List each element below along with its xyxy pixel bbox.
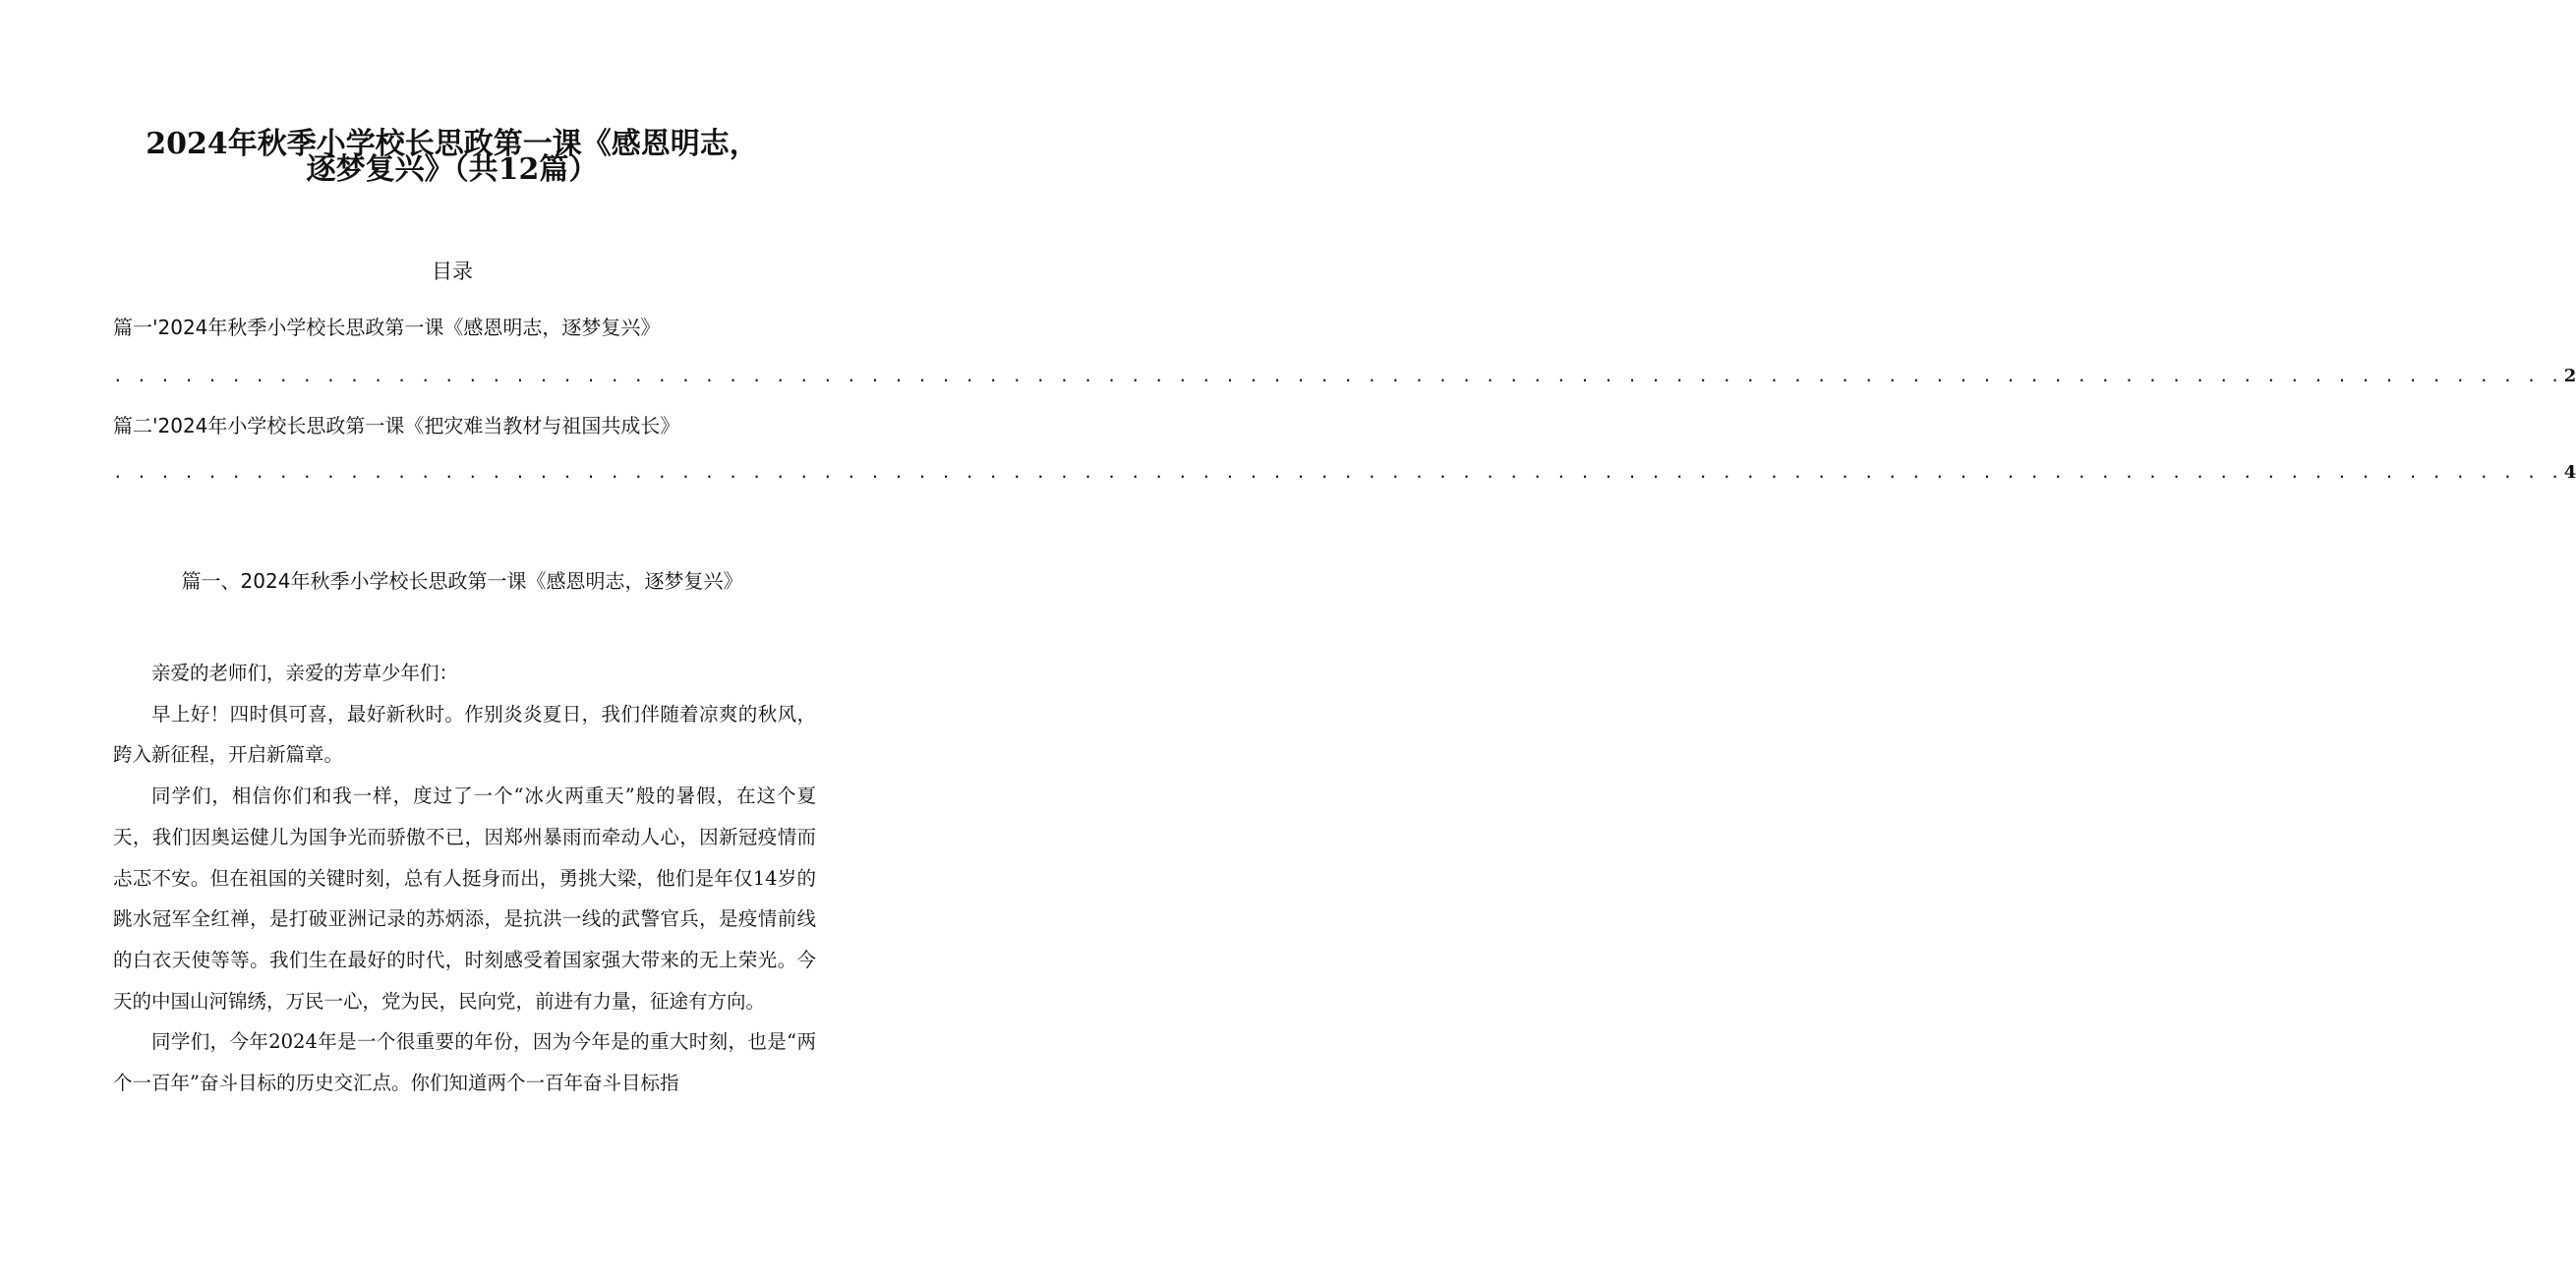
paragraph: 早上好！四时俱可喜，最好新秋时。作别炎炎夏日，我们伴随着凉爽的秋风，跨入新征程，开启新篇章。 [113, 702, 816, 767]
toc-heading: 目录 [432, 260, 473, 283]
toc-dot-leader: . . . . . . . . . . . . . . . . . . . . . . . . . . . . . . . . . . . . . . . . . . . . . . . . . . . . . . . . . . . . . . . . . . . . . . . . . . . . . . . . . . . . . . . . . . . . . . . . . . . . . . . . [113, 367, 2562, 385]
toc-entry-2[interactable]: 篇二'2024年小学校长思政第一课《把灾难当教材与祖国共成长》 [113, 414, 680, 437]
section-heading: 篇一、2024年秋季小学校长思政第一课《感恩明志，逐梦复兴》 [181, 569, 743, 593]
paragraph: 同学们，相信你们和我一样，度过了一个“冰火两重天”般的暑假，在这个夏天，我们因奥运健儿为国争光而骄傲不已，因郑州暴雨而牵动人心，因新冠疫情而忐忑不安。但在祖国的关键时刻，总有人挺身而出，勇挑大梁，他们是年仅14岁的跳水冠军全红禅，是打破亚洲记录的苏炳添，是抗洪一线的武警官兵，是疫情前线的白衣天使等等。我们生在最好的时代，时刻感受着国家强大带来的无上荣光。今天的中国山河锦绣，万民一心，党为民，民向党，前进有力量，征途有方向。 [113, 785, 816, 1013]
toc-entry-1[interactable]: 篇一'2024年秋季小学校长思政第一课《感恩明志，逐梦复兴》 [113, 316, 661, 339]
paragraph: 同学们，今年2024年是一个很重要的年份，因为今年是的重大时刻，也是“两个一百年”奋斗目标的历史交汇点。你们知道两个一百年奋斗目标指 [113, 1030, 816, 1095]
toc-leader-2 [113, 460, 2576, 486]
document-title-line-2: 逐梦复兴》（共12篇） [306, 152, 599, 187]
toc-leader-1 [113, 364, 2576, 389]
paragraph: 亲爱的老师们，亲爱的芳草少年们： [151, 662, 459, 684]
toc-dot-leader: . . . . . . . . . . . . . . . . . . . . . . . . . . . . . . . . . . . . . . . . . . . . . . . . . . . . . . . . . . . . . . . . . . . . . . . . . . . . . . . . . . . . . . . . . . . . . . . . . . . . . . . . [113, 463, 2562, 482]
body-text [113, 653, 816, 1104]
toc-page-number-1: 2 [2563, 366, 2576, 386]
toc-page-number-2: 4 [2563, 462, 2576, 483]
document-title-line-1: 2024年秋季小学校长思政第一课《感恩明志， [146, 127, 759, 161]
